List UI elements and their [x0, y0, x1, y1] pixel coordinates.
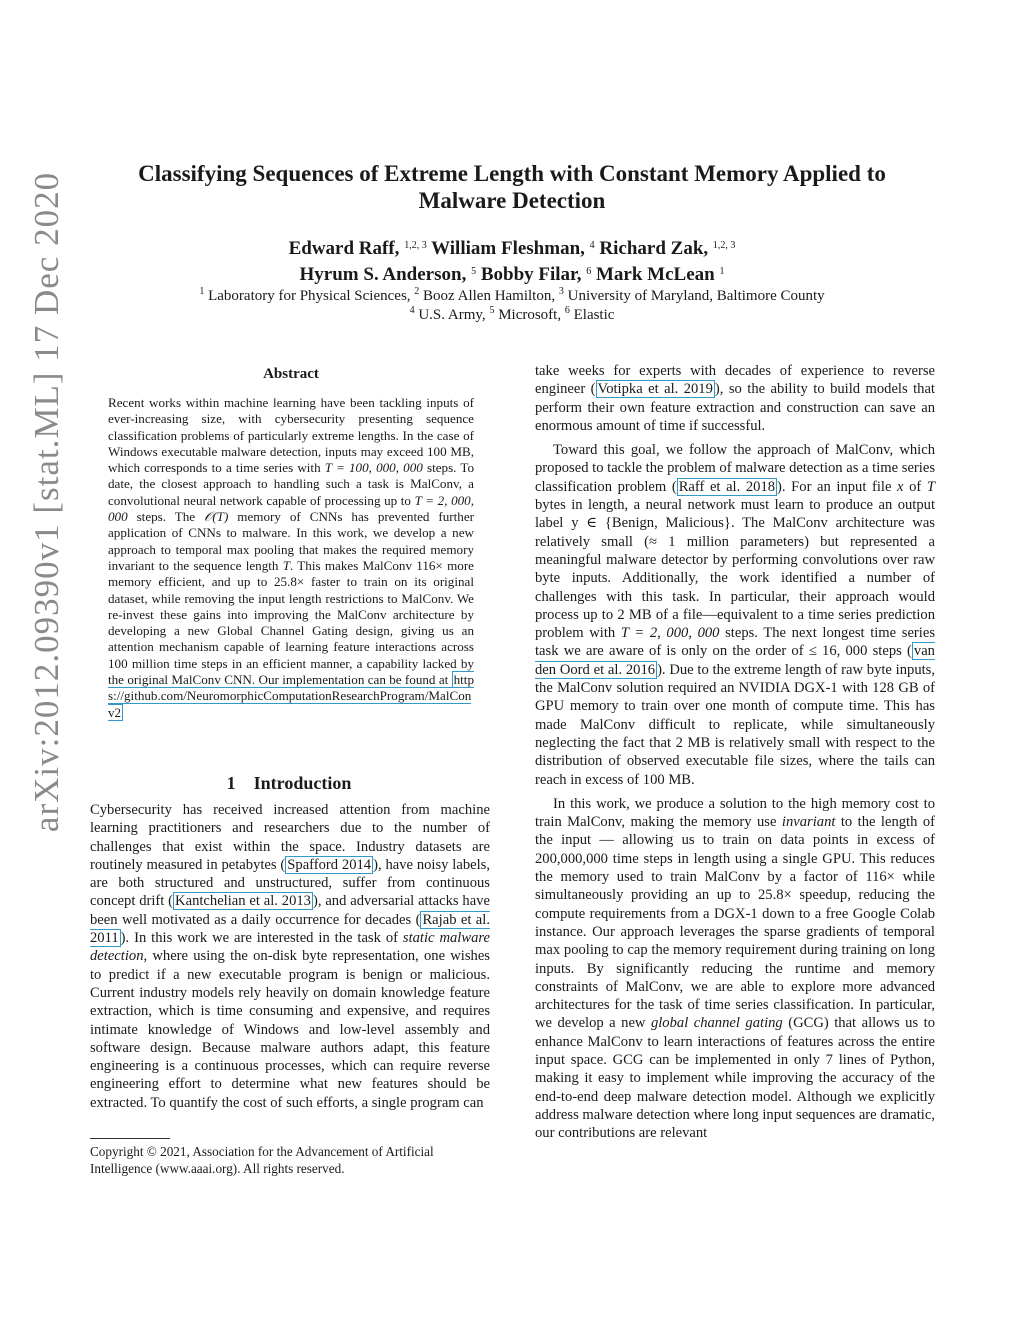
math-expression: T — [282, 557, 291, 573]
body-text: ). For an input file — [777, 478, 898, 495]
author-line-1 — [100, 236, 924, 262]
body-text: ), have noisy labels, are both structured and unstructured, suffer from continuous concept drift ( — [90, 856, 490, 910]
footnote-divider — [90, 1138, 170, 1139]
math-expression: T = 2, 000, 000 — [108, 492, 474, 525]
paragraph — [535, 441, 935, 789]
body-text: ), and adversarial attacks have been well motivated as a daily occurrence for decades ( — [90, 893, 490, 928]
affiliation-marker: 3 — [558, 286, 564, 297]
math-expression: ≈ 1 — [649, 533, 676, 550]
arxiv-identifier-watermark: arXiv:2012.09390v1 [stat.ML] 17 Dec 2020 — [27, 171, 66, 833]
abstract-text: steps. To date, the closest approach to handling such a task is MalConv, a convolutional neural network capable of processing up to — [108, 460, 474, 508]
affiliation-list — [80, 287, 944, 325]
abstract-text: steps. The — [127, 509, 205, 525]
body-text: to the length of the input — allowing us to train on data points in excess of 200,000,000 time steps in length using a single GPU. This reduces the memory used to train MalConv by a factor of — [535, 814, 935, 886]
body-text: . The MalConv architecture was relatively small ( — [535, 515, 935, 550]
math-expression: ≤ 16, 000 — [808, 643, 868, 660]
author-name: Edward Raff, — [288, 238, 400, 259]
author-list — [100, 236, 924, 288]
body-text: , where using the on-disk byte representation, one wishes to predict if a new executable program is benign or malicious. Current industry models rely heavily on domain knowledge feature extraction, which is time consuming and expensive, and requires intimate knowledge of Windows and low-level assembly and software design. Because malware authors adapt, this feature engineering is a continuous processes, which can require reverse engineering effort to determine what new features should be extracted. To quantify the cost of such efforts, a single program can — [90, 948, 490, 1111]
author-name: Mark McLean — [596, 264, 715, 285]
body-text: steps. The next longest time series task we are aware of is only on the order of — [535, 625, 935, 660]
author-name: Hyrum S. Anderson, — [299, 264, 467, 285]
body-text: million parameters) but represented a meaningful malware detector by performing convolutions over raw byte inputs. Additionally, the work identified a number of challenges with this task. In particular, their approach would process up to 2 MB of a file—equivalent to a time series prediction problem with — [535, 533, 935, 642]
affiliation-marker: 4 — [409, 305, 415, 316]
affiliation-marker: 6 — [564, 305, 570, 316]
citation-link[interactable]: van den Oord et al. 2016 — [535, 643, 935, 678]
body-text: ). In this work we are interested in the task of — [120, 930, 403, 947]
author-affiliation-marker: 6 — [586, 266, 592, 277]
citation-link[interactable]: Raff et al. 2018 — [678, 478, 776, 495]
author-name: William Fleshman, — [431, 238, 585, 259]
affiliation-name: Microsoft, — [498, 307, 562, 323]
affiliation-name: U.S. Army, — [418, 307, 486, 323]
author-name: Bobby Filar, — [480, 264, 582, 285]
math-expression: T = 100, 000, 000 — [324, 460, 423, 476]
abstract-body — [108, 395, 474, 721]
copyright-footnote: Copyright © 2021, Association for the Advancement of Artificial Intelligence (www.aaai.org). All rights reserved. — [90, 1144, 434, 1176]
author-affiliation-marker: 1,2, 3 — [712, 240, 736, 251]
introduction-left-column — [90, 801, 490, 1112]
affiliation-marker: 5 — [489, 305, 495, 316]
math-expression: T — [926, 478, 935, 495]
paper-title: Classifying Sequences of Extreme Length with Constant Memory Applied to Malware Detection — [138, 161, 886, 213]
section-heading-introduction — [90, 773, 488, 794]
section-title: Introduction — [253, 773, 352, 793]
body-text: steps ( — [867, 643, 912, 660]
math-expression: 25.8× — [274, 574, 305, 590]
abstract-heading: Abstract — [263, 366, 319, 382]
body-text: In this work, we produce a solution to the high memory cost to train MalConv, making the memory use — [535, 795, 935, 831]
math-expression: T = 2, 000, 000 — [620, 625, 720, 642]
math-expression: x — [897, 478, 904, 495]
body-text: ), so the ability to build models that perform their own feature extraction and construction can save an enormous amount of time if successful. — [535, 381, 935, 434]
author-line-2 — [100, 262, 924, 288]
affiliation-name: Elastic — [573, 307, 615, 323]
body-text: (GCG) that allows us to enhance MalConv to learn interactions of features across the entire input space. GCG can be implemented in only 7 lines of Python, making it easy to implement while improving the accuracy of the end-to-end deep malware detection model. Although we explicitly address malware detection where long input sequences are dramatic, our contributions are relevant — [535, 1015, 935, 1142]
affiliation-line-1 — [80, 287, 944, 306]
body-text: bytes in length, a neural network must learn to produce an output label — [535, 497, 935, 532]
introduction-right-column — [535, 362, 935, 1148]
author-affiliation-marker: 5 — [471, 266, 477, 277]
affiliation-marker: 2 — [414, 286, 420, 297]
body-text: speedup, reducing the compute requirements from a DGX-1 down to a free Google Colab instance. Our approach leverages the sparse gradients of temporal max pooling to cap the memory requirement during training on long inputs. By significantly reducing the runtime and memory constraints of MalConv, we are able to explore more advanced architectures for the task of time series classification. In particular, we develop a new — [535, 887, 935, 1032]
math-expression: 𝒪(T) — [204, 509, 229, 525]
section-number: 1 — [226, 773, 236, 793]
body-text: of — [903, 478, 927, 495]
author-name: Richard Zak, — [599, 238, 709, 259]
body-text: while simultaneously providing an up to — [535, 869, 935, 904]
emphasized-text: global channel gating — [650, 1015, 783, 1032]
body-text: ). Due to the extreme length of raw byte inputs, the MalConv solution required an NVIDIA DGX-1 with 128 GB of GPU memory to train over one month of compute time. This has made MalConv difficult to replicate, while simultaneously neglecting the fact that 2 MB is relatively small with respect to the distribution of observed executable file sizes, where the tails can reach in excess of 100 MB. — [535, 661, 935, 788]
math-expression: 116× — [416, 557, 443, 573]
citation-link[interactable]: Rajab et al. 2011 — [90, 911, 490, 947]
citation-link[interactable]: Spafford 2014 — [287, 856, 372, 873]
affiliation-name: Laboratory for Physical Sciences, — [208, 288, 411, 304]
body-text: Cybersecurity has received increased attention from machine learning practitioners and researchers due to the number of challenges that exist within the space. Industry datasets are routinely measured in petabytes ( — [90, 802, 490, 873]
body-text: Toward this goal, we follow the approach of MalConv, which proposed to tackle the problem of malware detection as a time series classification problem ( — [535, 442, 935, 495]
affiliation-line-2 — [80, 306, 944, 325]
math-expression: 116× — [865, 869, 895, 886]
author-affiliation-marker: 1,2, 3 — [404, 240, 427, 251]
body-text: take weeks for experts with decades of experience to reverse engineer ( — [535, 363, 935, 398]
affiliation-name: University of Maryland, Baltimore County — [567, 288, 825, 304]
abstract-text: memory of CNNs has prevented further application of CNNs to malware. In this work, we develop a new approach to temporal max pooling that makes the required memory invariant to the sequence length — [108, 509, 475, 573]
math-expression: y ∈ {Benign, Malicious} — [571, 515, 731, 532]
citation-link[interactable]: Votipka et al. 2019 — [597, 381, 713, 398]
emphasized-text: static malware detection — [90, 930, 490, 965]
affiliation-marker: 1 — [199, 286, 205, 297]
affiliation-name: Booz Allen Hamilton, — [423, 288, 556, 304]
emphasized-text: invariant — [781, 814, 836, 831]
abstract-text: Recent works within machine learning have been tackling inputs of ever-increasing size, with cybersecurity presenting sequence classification problems of particularly extreme lengths. In the case of Windows executable malware detection, inputs may exceed 100 MB, which corresponds to a time series with — [108, 395, 474, 476]
math-expression: 25.8× — [757, 887, 792, 904]
abstract-text: . This makes MalConv — [290, 557, 417, 573]
paragraph — [535, 362, 935, 435]
citation-link[interactable]: Kantchelian et al. 2013 — [175, 893, 311, 910]
abstract-text: faster to train on its original dataset, while removing the input length restrictions to MalConv. We re-invest these gains into improving the MalConv architecture by developing a new Global Channel Gating design, giving us an attention mechanism capable of learning feature interactions across 100 million time steps in an efficient manner, a capability lacked by the original MalConv CNN. Our implementation can be found at — [108, 574, 474, 688]
paragraph — [535, 795, 935, 1143]
author-affiliation-marker: 1 — [719, 266, 725, 277]
abstract-text: more memory efficient, and up to — [108, 557, 474, 590]
implementation-url-link[interactable]: https://github.com/NeuromorphicComputationResearchProgram/MalConv2 — [108, 672, 474, 720]
author-affiliation-marker: 4 — [589, 240, 595, 251]
